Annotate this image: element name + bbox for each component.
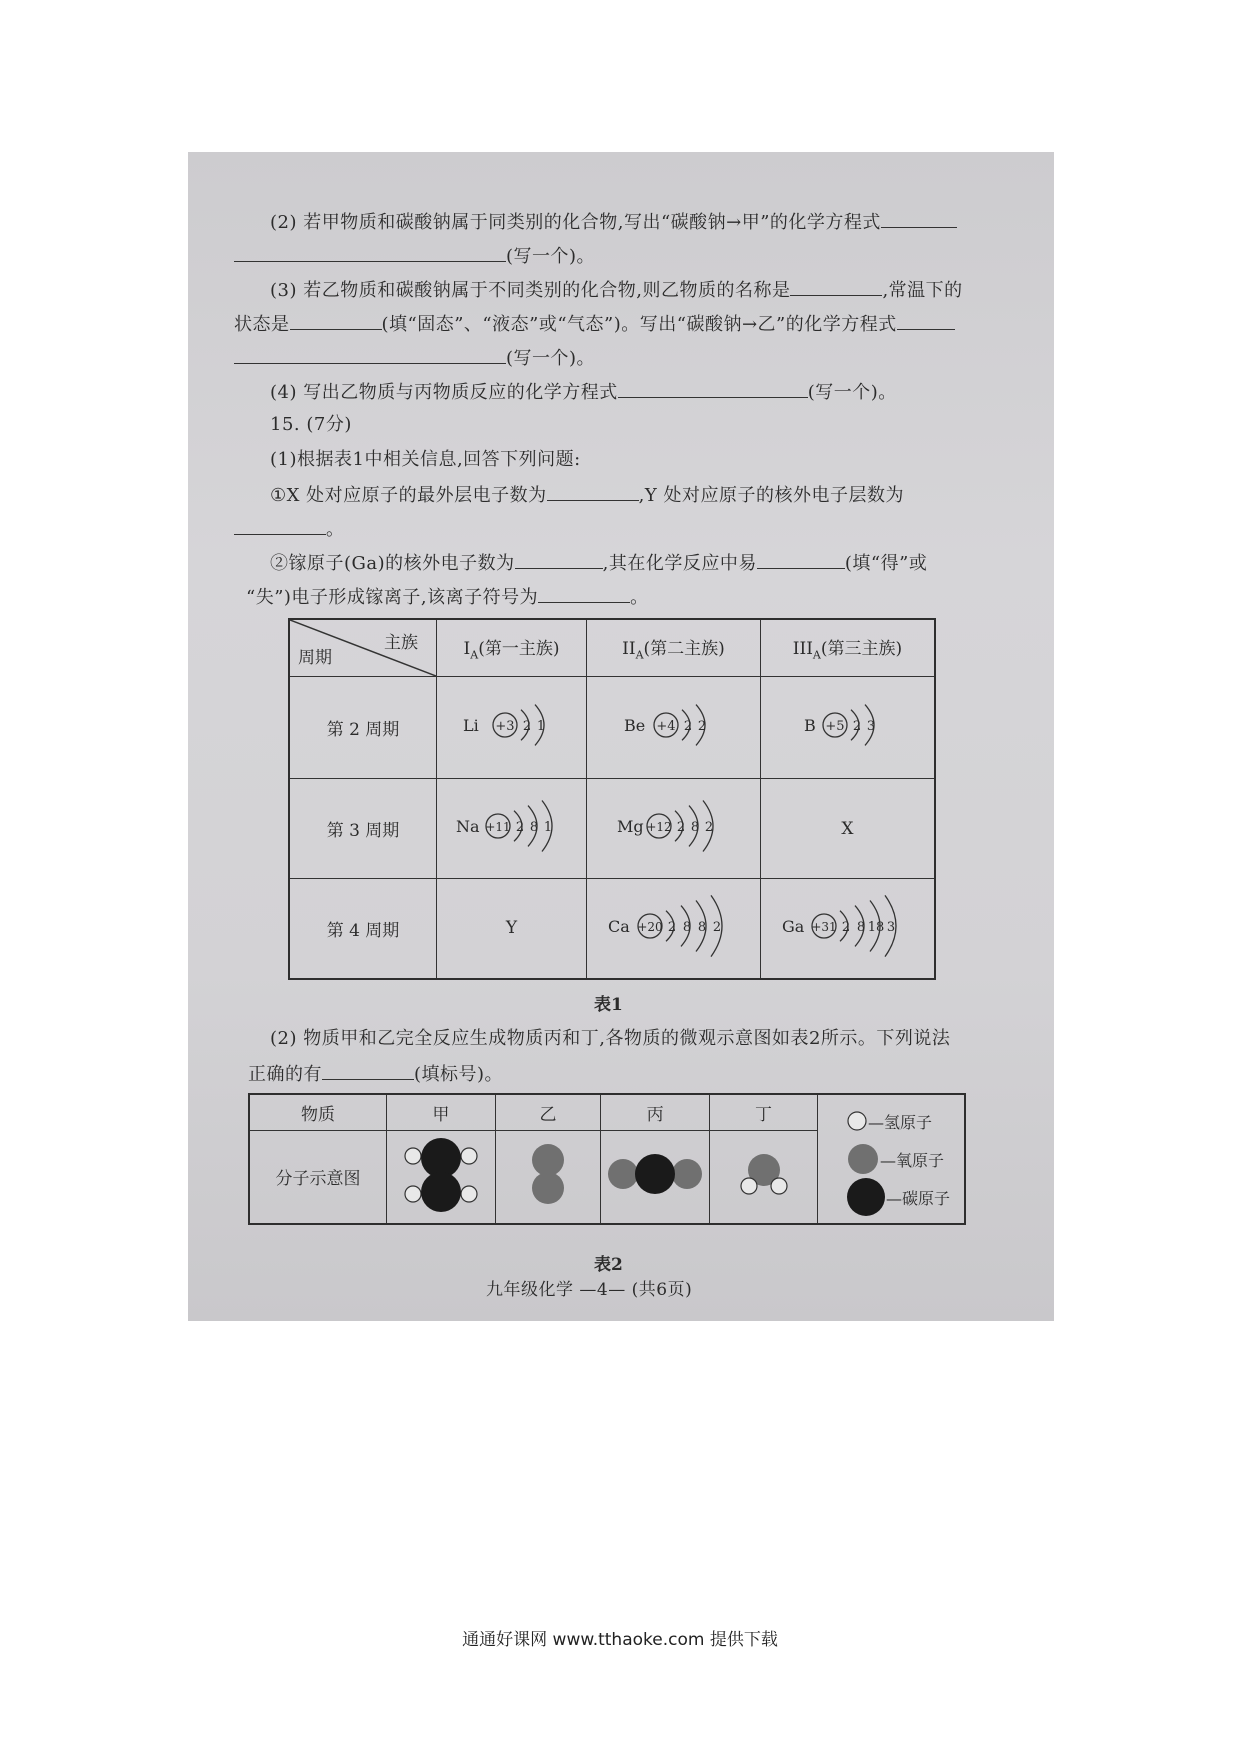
- shell-electron-count: 8: [691, 820, 700, 835]
- shell-electron-count: 8: [698, 919, 707, 935]
- period-label: 第 3 周期: [289, 779, 437, 879]
- answer-blank[interactable]: [618, 379, 808, 398]
- atom-legend: [818, 1094, 965, 1224]
- period-label: 第 2 周期: [289, 677, 437, 779]
- nuclear-charge: +31: [811, 919, 838, 934]
- shell-electron-count: 3: [866, 719, 876, 734]
- substance-header: 物质: [249, 1094, 387, 1130]
- table2-caption: 表2: [594, 1255, 623, 1275]
- element-symbol: Li: [462, 716, 479, 735]
- placeholder-y: Y: [437, 879, 587, 979]
- placeholder-x: X: [760, 779, 935, 879]
- shell-electron-count: 8: [683, 919, 692, 935]
- shell-electron-count: 2: [713, 919, 722, 935]
- atom-structure-be: [587, 677, 761, 779]
- table1-caption: 表1: [594, 995, 623, 1015]
- shell-electron-count: 2: [522, 719, 531, 734]
- molecule-ding: [709, 1130, 817, 1224]
- shell-electron-count: 2: [852, 719, 862, 734]
- atom-diagram-li: [463, 690, 561, 760]
- shell-electron-count: 2: [668, 919, 677, 935]
- header-period-label: 周期: [298, 648, 332, 668]
- atom-diagram-ca: [608, 891, 738, 961]
- hydrogen-atom-icon: [846, 1110, 868, 1132]
- atom-diagram-na: [456, 791, 568, 861]
- molecule-jia: [387, 1130, 496, 1224]
- q15-part1: (1)根据表1中相关信息,回答下列问题:: [270, 449, 581, 470]
- atom-structure-li: [437, 677, 587, 779]
- nuclear-charge: +11: [484, 820, 511, 834]
- q4-line: (4) 写出乙物质与丙物质反应的化学方程式 (写一个)。: [270, 379, 897, 405]
- q15-1b-line2: “失”)电子形成镓离子,该离子符号为 。: [246, 584, 649, 610]
- q15-2-line2: 正确的有 (填标号)。: [248, 1061, 503, 1087]
- element-symbol: Mg: [617, 817, 645, 836]
- shell-electron-count: 18: [868, 919, 885, 935]
- answer-blank[interactable]: [290, 311, 382, 330]
- answer-blank[interactable]: [322, 1061, 414, 1080]
- molecule-ding-diagram: [724, 1132, 804, 1216]
- substance-yi-header: 乙: [495, 1094, 601, 1130]
- col-header-group1: $I_A$(第一主族): [437, 619, 587, 677]
- answer-blank[interactable]: [234, 345, 506, 364]
- answer-blank[interactable]: [790, 277, 882, 296]
- q15-2-line1: (2) 物质甲和乙完全反应生成物质丙和丁,各物质的微观示意图如表2所示。下列说法: [270, 1028, 951, 1049]
- nuclear-charge: +20: [637, 919, 664, 934]
- nuclear-charge: +3: [494, 719, 515, 734]
- legend-hydrogen: —氢原子: [818, 1102, 964, 1140]
- q2-line2: (写一个)。: [234, 243, 595, 269]
- nuclear-charge: +4: [656, 719, 677, 734]
- atom-diagram-be: [624, 690, 722, 760]
- shell-electron-count: 8: [529, 820, 538, 835]
- shell-electron-count: 3: [887, 919, 896, 935]
- element-symbol: Na: [455, 817, 480, 836]
- substance-ding-header: 丁: [709, 1094, 817, 1130]
- carbon-atom-icon: [846, 1177, 886, 1217]
- q2-line1: (2) 若甲物质和碳酸钠属于同类别的化合物,写出“碳酸钠→甲”的化学方程式: [270, 209, 957, 235]
- shell-electron-count: 2: [698, 719, 707, 734]
- element-symbol: Ga: [782, 916, 805, 936]
- q15-1a-line1: ①X 处对应原子的最外层电子数为 ,Y 处对应原子的核外电子层数为: [270, 482, 904, 508]
- oxygen-atom-icon: [846, 1142, 880, 1176]
- period-label: 第 4 周期: [289, 879, 437, 979]
- molecule-bing-diagram: [605, 1132, 705, 1216]
- answer-blank[interactable]: [538, 584, 630, 603]
- nuclear-charge: +12: [646, 820, 673, 834]
- element-symbol: Ca: [608, 916, 631, 936]
- q3-line2: 状态是 (填“固态”、“液态”或“气态”)。写出“碳酸钠→乙”的化学方程式: [234, 311, 955, 337]
- molecule-yi: [495, 1130, 601, 1224]
- q15-1b-line1: ②镓原子(Ga)的核外电子数为 ,其在化学反应中易 (填“得”或: [270, 550, 927, 576]
- q3-line1: (3) 若乙物质和碳酸钠属于不同类别的化合物,则乙物质的名称是 ,常温下的: [270, 277, 963, 303]
- molecule-jia-diagram: [391, 1132, 491, 1216]
- shell-electron-count: 2: [515, 820, 524, 835]
- atom-structure-ca: [587, 879, 761, 979]
- answer-blank[interactable]: [547, 482, 639, 501]
- atom-diagram-mg: [617, 791, 729, 861]
- atom-diagram-b: [804, 690, 891, 760]
- col-header-group2: $II_A$(第二主族): [587, 619, 761, 677]
- atom-structure-mg: [587, 779, 761, 879]
- table1-corner-header: [289, 619, 437, 677]
- atom-structure-b: [760, 677, 935, 779]
- answer-blank[interactable]: [234, 516, 326, 535]
- answer-blank[interactable]: [881, 209, 957, 228]
- periodic-table-excerpt: [288, 618, 936, 980]
- atom-structure-ga: [760, 879, 935, 979]
- shell-electron-count: 2: [684, 719, 693, 734]
- q15-1a-line2: 。: [234, 516, 345, 542]
- col-header-group3: $III_A$(第三主族): [760, 619, 935, 677]
- shell-electron-count: 2: [677, 820, 686, 835]
- page-footer: 九年级化学 —4— (共6页): [486, 1280, 693, 1300]
- molecule-diagram-label: 分子示意图: [249, 1130, 387, 1224]
- q3-line3: (写一个)。: [234, 345, 595, 371]
- site-footer: 通通好课网 www.tthaoke.com 提供下载: [462, 1630, 778, 1650]
- nuclear-charge: +5: [825, 719, 845, 734]
- header-group-label: 主族: [384, 633, 418, 653]
- substance-jia-header: 甲: [387, 1094, 496, 1130]
- molecule-table: [248, 1093, 966, 1225]
- shell-electron-count: 1: [536, 719, 545, 734]
- answer-blank[interactable]: [897, 311, 955, 330]
- q15-heading: 15. (7分): [270, 414, 352, 435]
- atom-structure-na: [437, 779, 587, 879]
- atom-diagram-ga: [782, 891, 912, 961]
- answer-blank[interactable]: [757, 550, 845, 569]
- answer-blank[interactable]: [515, 550, 603, 569]
- shell-electron-count: 1: [543, 820, 552, 835]
- shell-electron-count: 2: [842, 919, 851, 935]
- molecule-bing: [601, 1130, 710, 1224]
- shell-electron-count: 2: [705, 820, 714, 835]
- legend-oxygen: —氧原子: [818, 1140, 964, 1178]
- element-symbol: B: [803, 716, 816, 735]
- element-symbol: Be: [624, 716, 646, 735]
- shell-electron-count: 8: [857, 919, 866, 935]
- answer-blank[interactable]: [234, 243, 506, 262]
- legend-carbon: —碳原子: [818, 1178, 964, 1216]
- molecule-yi-diagram: [518, 1132, 578, 1216]
- substance-bing-header: 丙: [601, 1094, 710, 1130]
